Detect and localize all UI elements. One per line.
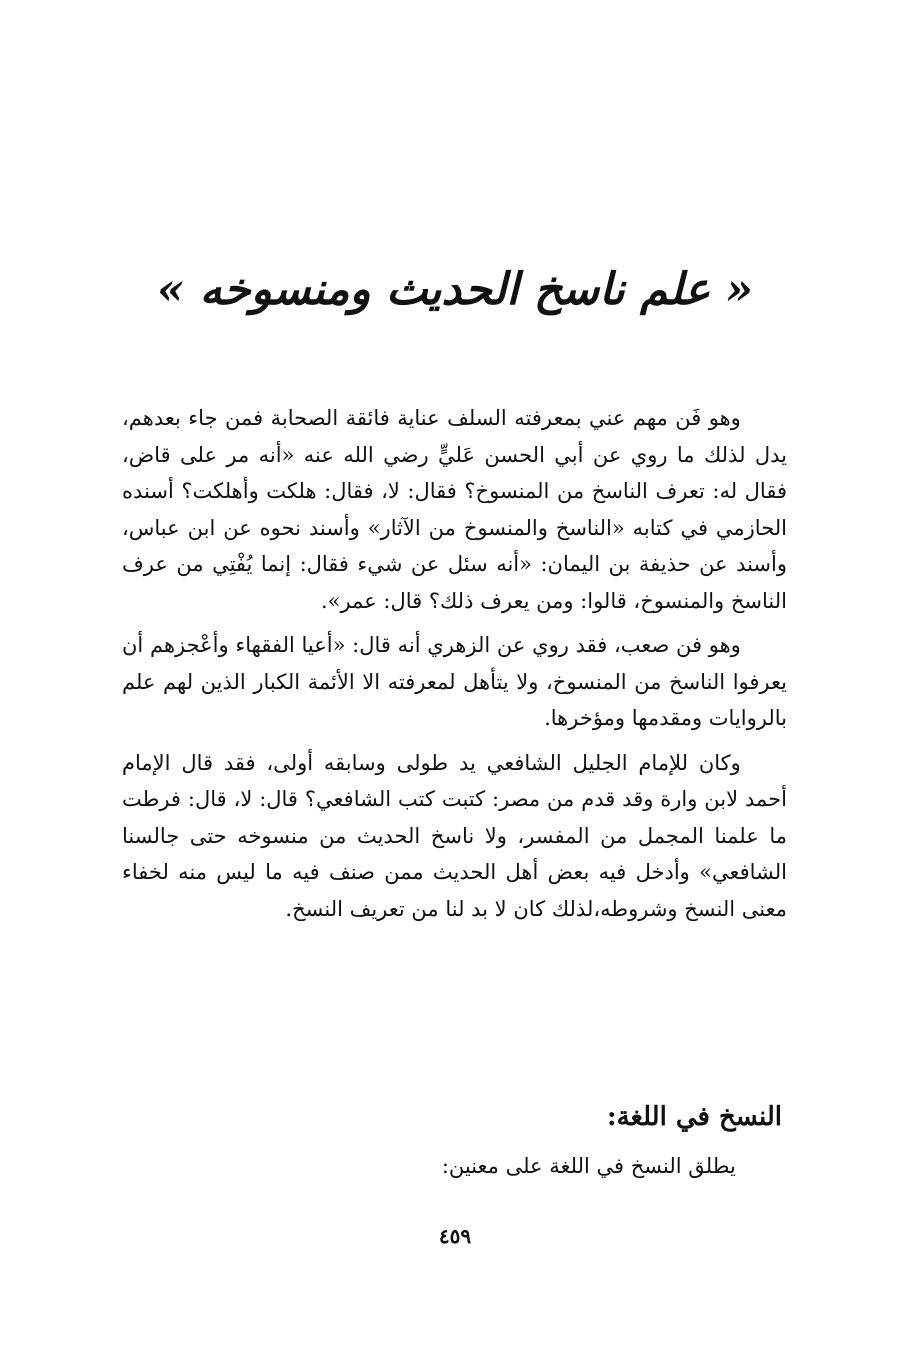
paragraph: وهو فَن مهم عني بمعرفته السلف عناية فائقة الصحابة فمن جاء بعدهم، يدل لذلك ما روي عن أبي الحسن عَليٍّ رضي الله عنه «أنه مر على قاض، فقال له: تعرف الناسخ من المنسوخ؟ فقال: لا، فقال: هلكت وأهلكت؟ أسنده الحازمي في كتابه «الناسخ والمنسوخ من الآثار» وأسند نحوه عن ابن عباس، وأسند عن حذيفة بن اليمان: «أنه سئل عن شيء فقال: إنما يُفْتِي من عرف الناسخ والمنسوخ، قالوا: ومن يعرف ذلك؟ قال: عمر». [122,406,787,613]
section-text: يطلق النسخ في اللغة على معنين: [441,1154,736,1178]
body-text [122,400,787,935]
paragraph: وهو فن صعب، فقد روي عن الزهري أنه قال: «أعيا الفقهاء وأعْجزهم أن يعرفوا الناسخ من المنسوخ، ولا يتأهل لمعرفته الا الأئمة الكبار الذين لهم علم بالروايات ومقدمها ومؤخرها. [122,633,787,730]
page-number: ٤٥٩ [438,1224,472,1248]
section-heading: النسخ في اللغة: [606,1102,782,1132]
page-title: « علم ناسخ الحديث ومنسوخه » [156,264,754,315]
paragraph: وكان للإمام الجليل الشافعي يد طولى وسابقه أولى، فقد قال الإمام أحمد لابن وارة وقد قدم من مصر: كتبت كتب الشافعي؟ قال: لا، قال: فرطت ما علمنا المجمل من المفسر، ولا ناسخ الحديث من منسوخه حتى جالسنا الشافعي» وأدخل فيه بعض أهل الحديث ممن صنف فيه ما ليس منه لخفاء معنى النسخ وشروطه،لذلك كان لا بد لنا من تعريف النسخ. [122,750,787,921]
